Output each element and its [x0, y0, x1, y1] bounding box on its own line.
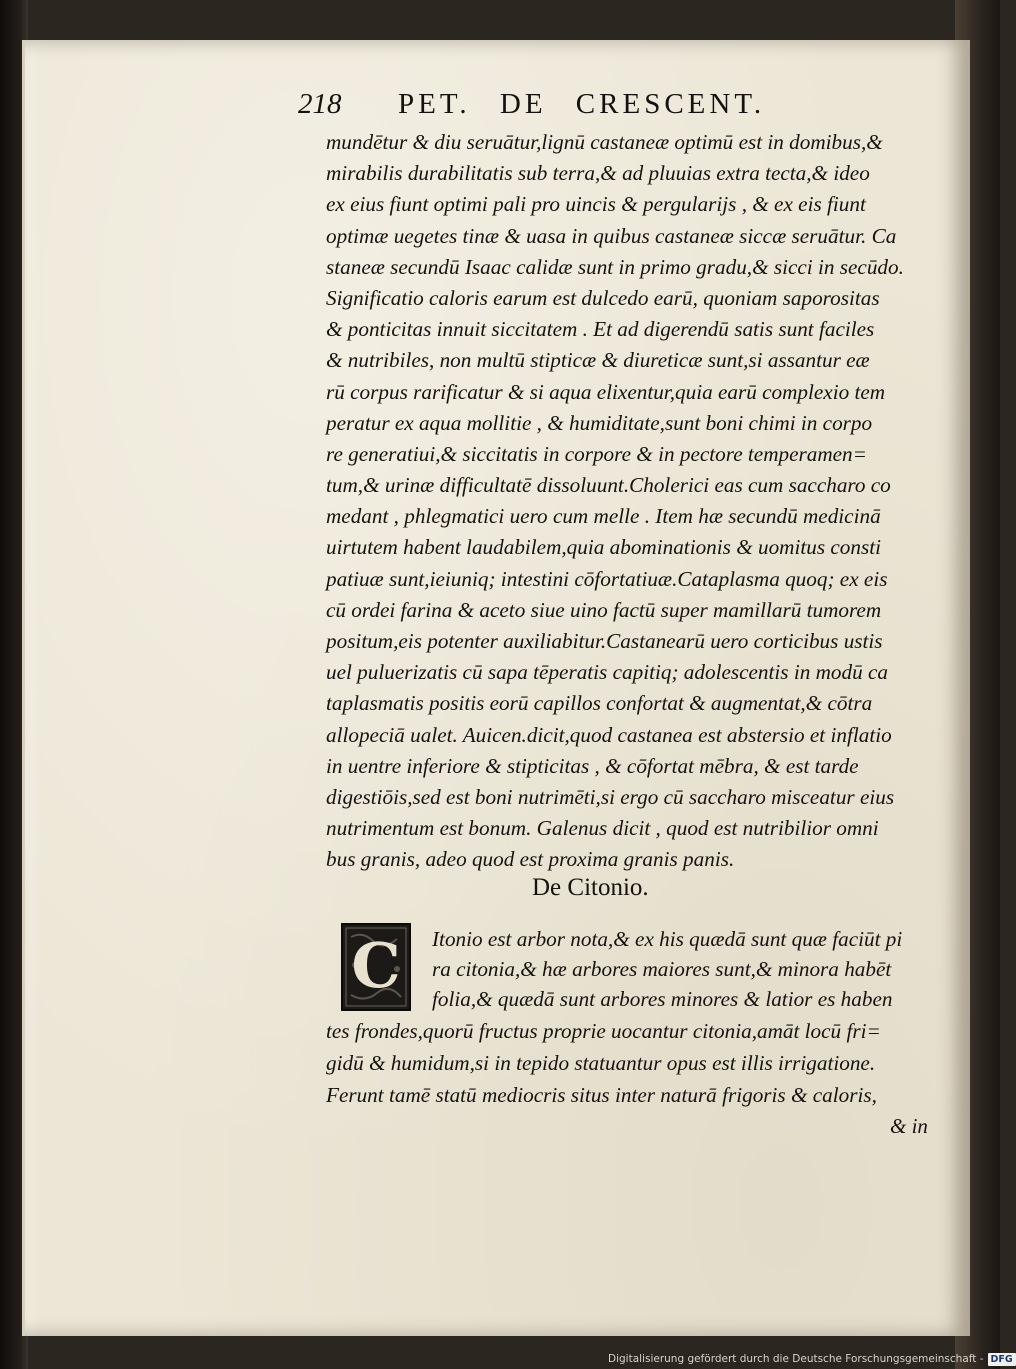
section-line: tes frondes,quorū fructus proprie uocantur citonia,amāt locū fri=	[326, 1019, 881, 1043]
section-line: gidū & humidum,si in tepido statuantur opus est illis irrigatione.	[326, 1051, 876, 1075]
text-line: Significatio caloris earum est dulcedo earū, quoniam saporositas	[326, 285, 880, 310]
text-line: digestiōis,sed est boni nutrimēti,si ergo cū saccharo misceatur eius	[326, 784, 895, 809]
text-line: patiuæ sunt,ieiuniq; intestini cōfortatiuæ.Cataplasma quoq; ex eis	[326, 566, 888, 591]
text-line: ex eius fiunt optimi pali pro uincis & pergularijs , & ex eis fiunt	[326, 192, 866, 217]
text-line: allopeciā ualet. Auicen.dicit,quod castanea est abstersio et inflatio	[326, 722, 892, 747]
text-line: staneæ secundū Isaac calidæ sunt in primo gradu,& sicci in secūdo.	[326, 254, 904, 279]
text-line: nutrimentum est bonum. Galenus dicit , quod est nutribilior omni	[326, 816, 879, 841]
catchword: & in	[890, 1114, 928, 1138]
running-head	[298, 88, 818, 128]
text-line: bus granis, adeo quod est proxima granis panis.	[326, 847, 735, 872]
section-line: Ferunt tamē statū mediocris situs inter naturā frigoris & caloris,	[326, 1083, 877, 1107]
text-line: re generatiui,& siccitatis in corpore & in pectore temperamen=	[326, 441, 867, 466]
folio-number: 218	[298, 88, 342, 120]
text-line: in uentre inferiore & stipticitas , & cōfortat mēbra, & est tarde	[326, 753, 859, 778]
section-line: folia,& quædā sunt arbores minores & latior es haben	[432, 987, 893, 1011]
text-line: & nutribiles, non multū stipticæ & diureticæ sunt,si assantur eæ	[326, 348, 870, 373]
text-line: mundētur & diu seruātur,lignū castaneæ optimū est in domibus,&	[326, 130, 883, 154]
dfg-logo: DFG	[988, 1353, 1016, 1366]
section-heading: De Citonio.	[532, 874, 649, 901]
running-title: PET. DE CRESCENT.	[398, 88, 766, 120]
text-line: positum,eis potenter auxiliabitur.Castanearū uero corticibus ustis	[326, 629, 883, 653]
text-line: tum,& urinæ difficultatē dissoluunt.Cholerici eas cum saccharo co	[326, 473, 891, 498]
text-line: rū corpus rarificatur & si aqua elixentur,quia earū complexio tem	[326, 379, 886, 404]
decorated-initial	[341, 923, 411, 1011]
body-text	[326, 127, 946, 876]
text-line: medant , phlegmatici uero cum melle . Item hæ secundū medicinā	[326, 504, 881, 529]
text-line: mirabilis durabilitatis sub terra,& ad pluuias extra tecta,& ideo	[326, 161, 870, 186]
credit-text: Digitalisierung gefördert durch die Deutsche Forschungsgemeinschaft -	[608, 1353, 984, 1365]
text-line: optimæ uegetes tinæ & uasa in quibus castaneæ siccæ seruātur. Ca	[326, 223, 897, 248]
text-line: peratur ex aqua mollitie , & humiditate,sunt boni chimi in corpo	[326, 410, 873, 435]
text-line: cū ordei farina & aceto siue uino factū super mamillarū tumorem	[326, 597, 882, 622]
text-line: taplasmatis positis eorū capillos confortat & augmentat,& cōtra	[326, 691, 873, 716]
text-line: uel puluerizatis cū sapa tēperatis capitiq; adolescentis in modū ca	[326, 660, 888, 685]
text-line: & ponticitas innuit siccitatem . Et ad digerendū satis sunt faciles	[326, 317, 875, 342]
text-line: uirtutem habent laudabilem,quia abominationis & uomitus consti	[326, 535, 881, 560]
section-line: ra citonia,& hæ arbores maiores sunt,& minora habēt	[432, 957, 892, 981]
section-line: Itonio est arbor nota,& ex his quædā sunt quæ faciūt pi	[432, 927, 903, 951]
digitization-credit	[608, 1350, 1013, 1368]
initial-letter: C	[351, 929, 401, 1002]
